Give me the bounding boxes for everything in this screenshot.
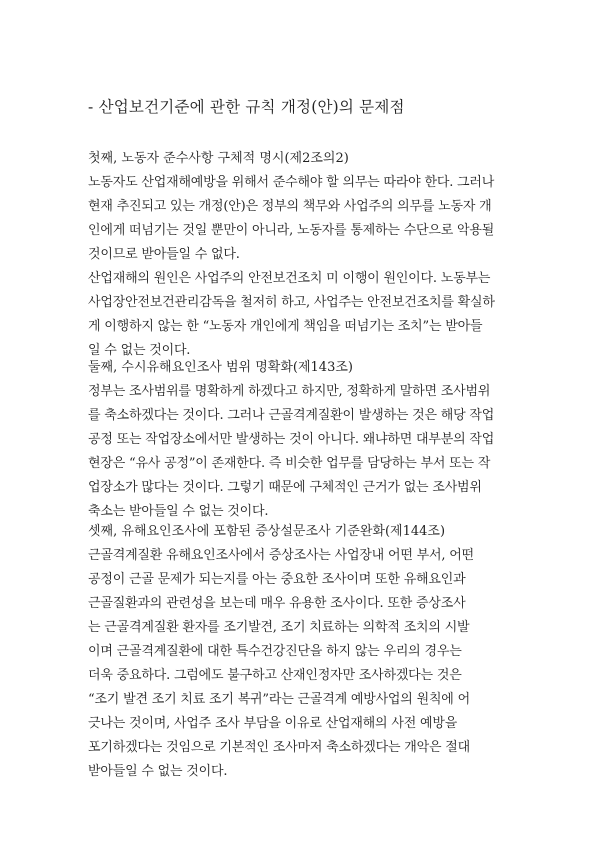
- document-title: - 산업보건기준에 관한 규칙 개정(안)의 문제점: [88, 98, 405, 116]
- body-line: 는 근골격계질환 환자를 조기발견, 조기 치료하는 의학적 조치의 시발: [88, 620, 470, 635]
- body-line: 근골격계질환 유해요인조사에서 증상조사는 사업장내 어떤 부서, 어떤: [88, 548, 474, 563]
- body-line: 긋나는 것이며, 사업주 조사 부담을 이유로 산업재해의 사전 예방을: [88, 716, 458, 731]
- body-line: 현장은 “유사 공정”이 존재한다. 즉 비슷한 업무를 담당하는 부서 또는 작: [88, 456, 491, 471]
- body-line: “조기 발견 조기 치료 조기 복귀”라는 근골격계 예방사업의 원칙에 어: [88, 692, 470, 707]
- body-line: 산업재해의 원인은 사업주의 안전보건조치 미 이행이 원인이다. 노동부는: [88, 271, 491, 286]
- section-body: [88, 380, 520, 524]
- section-heading: 첫째, 노동자 준수사항 구체적 명시(제2조의2): [88, 151, 349, 166]
- body-line: 정부는 조사범위를 명확하게 하겠다고 하지만, 정확하게 말하면 조사범위: [88, 384, 491, 399]
- body-line: 받아들일 수 없는 것이다.: [88, 764, 228, 779]
- body-line: 일 수 없는 것이다.: [88, 343, 191, 358]
- body-line: 포기하겠다는 것임으로 기본적인 조사마저 축소하겠다는 개악은 절대: [88, 740, 470, 755]
- body-line: 공정 또는 작업장소에서만 발생하는 것이 아니다. 왜냐하면 대부분의 작업: [88, 432, 495, 447]
- section-heading: 셋째, 유해요인조사에 포함된 증상설문조사 기준완화(제144조): [88, 524, 446, 539]
- body-line: 이며 근골격계질환에 대한 특수건강진단을 하지 않는 우리의 경우는: [88, 644, 462, 659]
- body-line: 사업장안전보건관리감독을 철저히 하고, 사업주는 안전보건조치를 확실하: [88, 295, 495, 310]
- section-body: [88, 171, 520, 363]
- body-line: 축소는 받아들일 수 없는 것이다.: [88, 504, 269, 519]
- body-line: 를 축소하겠다는 것이다. 그러나 근골격계질환이 발생하는 것은 해당 작업: [88, 408, 495, 423]
- body-line: 것이므로 받아들일 수 없다.: [88, 247, 240, 262]
- body-line: 현재 추진되고 있는 개정(안)은 정부의 책무와 사업주의 의무를 노동자 개: [88, 199, 492, 214]
- body-line: 업장소가 많다는 것이다. 그렇기 때문에 구체적인 근거가 없는 조사범위: [88, 480, 482, 495]
- section-heading: 둘째, 수시유해요인조사 범위 명확화(제143조): [88, 360, 353, 375]
- body-line: 더욱 중요하다. 그럼에도 불구하고 산재인정자만 조사하겠다는 것은: [88, 668, 462, 683]
- body-line: 게 이행하지 않는 한 “노동자 개인에게 책임을 떠넘기는 조치”는 받아들: [88, 319, 483, 334]
- body-line: 근골질환과의 관련성을 보는데 매우 유용한 조사이다. 또한 증상조사: [88, 596, 466, 611]
- body-line: 공정이 근골 문제가 되는지를 아는 중요한 조사이며 또한 유해요인과: [88, 572, 466, 587]
- section-symptom-survey: [88, 520, 520, 784]
- section-body: [88, 544, 520, 784]
- section-survey-scope: [88, 356, 520, 524]
- body-line: 노동자도 산업재해예방을 위해서 준수해야 할 의무는 따라야 한다. 그러나: [88, 175, 495, 190]
- section-worker-obligations: [88, 147, 520, 363]
- body-line: 인에게 떠넘기는 것일 뿐만이 아니라, 노동자를 통제하는 수단으로 악용될: [88, 223, 495, 238]
